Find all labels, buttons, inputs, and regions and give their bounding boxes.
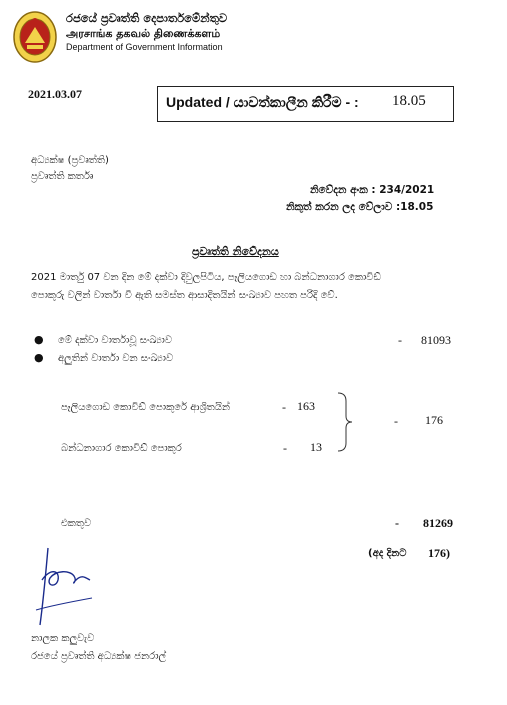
reported-dash: -: [398, 333, 402, 347]
org-name-english: Department of Government Information: [66, 42, 223, 52]
total-dash: -: [395, 516, 399, 530]
release-date: 2021.03.07: [28, 87, 82, 101]
prison-value: 13: [310, 440, 322, 454]
peliyagoda-dash: -: [282, 400, 286, 414]
issue-time: නිකුත් කරන ලද වේලාව :18.05: [286, 201, 434, 213]
body-line-2: පොකුරු වලින් වාර්තා වී ඇති සමස්ත ආසාදිතයින් සංඛ්‍යාව පහත පරිදි වේ.: [31, 290, 338, 301]
total-label: එකතුව: [61, 518, 92, 529]
recipient-1: අධ්‍යක්ෂ (ප්‍රවෘත්ති): [31, 155, 109, 166]
update-time: 18.05: [392, 93, 426, 109]
new-total-dash: -: [394, 414, 398, 428]
recipient-2: ප්‍රවෘත්ති කර්තෘ: [31, 171, 94, 182]
bullet-icon: ●: [34, 351, 44, 364]
signatory-name: නාලක කලුවැව: [31, 633, 95, 644]
peliyagoda-label: පෑලියගොඩ කොවිඩ් පොකුරේ ආශ්‍රිතයින්: [61, 402, 231, 413]
right-brace-icon: [336, 391, 366, 453]
org-name-tamil: அரசாங்க தகவல் திணைக்களம்: [66, 27, 221, 40]
release-number: නිවේදන අංක : 234/2021: [310, 184, 435, 196]
new-cases-label: අලුතින් වාර්තා වන සංඛ්‍යාව: [58, 353, 174, 364]
total-value: 81269: [423, 516, 453, 530]
body-line-1: 2021 මාර්තු 07 වන දින මේ දක්වා දිවුලපිටිය, පෑලියගොඩ හා බන්ධනාගාර කොවිඩ්: [31, 272, 381, 283]
today-value: 176): [428, 546, 450, 560]
bullet-icon: ●: [34, 333, 44, 346]
signatory-title: රජයේ ප්‍රවෘත්ති අධ්‍යක්ෂ ජනරාල්: [31, 651, 167, 662]
government-emblem-logo: [11, 9, 59, 67]
new-total-value: 176: [425, 413, 443, 427]
reported-label: මේ දක්වා වාර්තාවූ සංඛ්‍යාව: [58, 335, 173, 346]
page-title: ප්‍රවෘත්ති නිවේදනය: [192, 245, 279, 258]
reported-value: 81093: [421, 333, 451, 347]
prison-dash: -: [283, 441, 287, 455]
org-name-sinhala: රජයේ ප්‍රවෘත්ති දෙපාර්තමේන්තුව: [66, 11, 228, 25]
peliyagoda-value: 163: [297, 399, 315, 413]
update-label: Updated / යාවත්කාලීන කිරීම - :: [166, 94, 359, 110]
signature-image: [30, 540, 150, 630]
today-note: (අද දිනට: [368, 548, 407, 559]
prison-label: බන්ධනාගාර කොවිඩ් පොකුර: [61, 443, 182, 454]
